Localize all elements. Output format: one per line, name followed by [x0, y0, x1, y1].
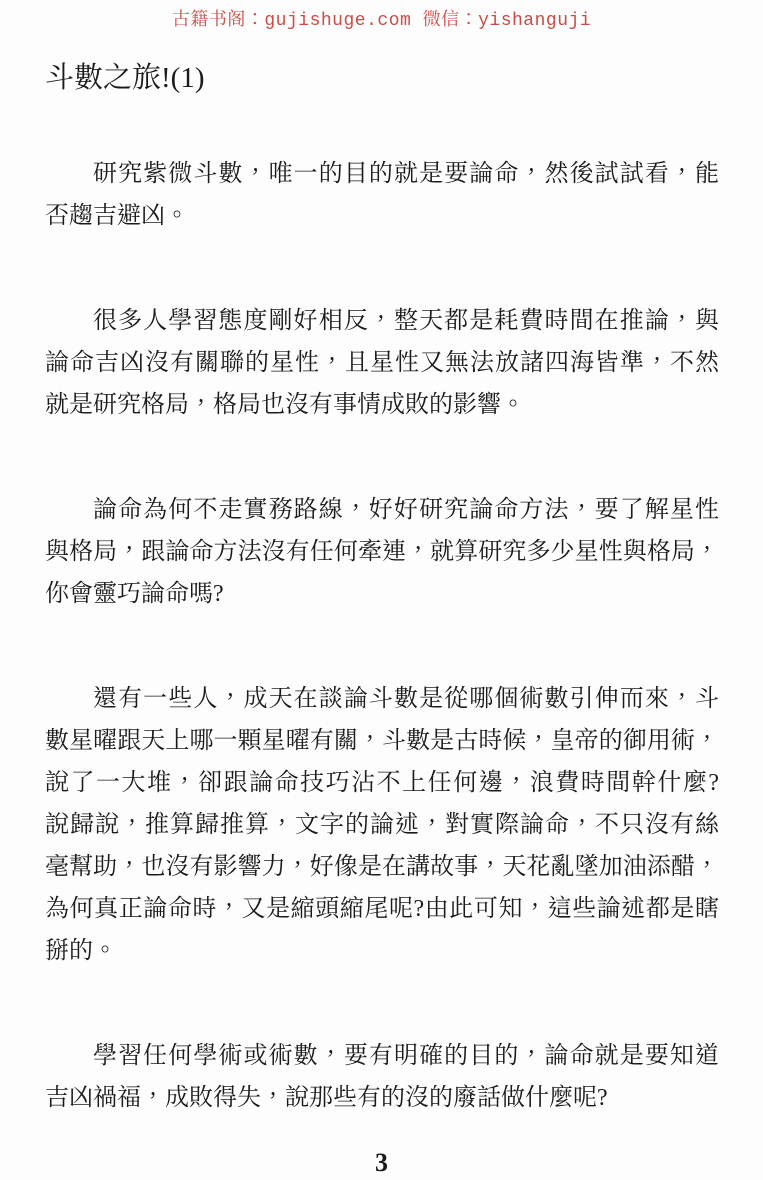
- watermark-header: 古籍书阁：gujishuge.com 微信：yishanguji: [171, 11, 592, 31]
- text-line: 你會靈巧論命嗎?: [45, 581, 224, 607]
- paragraph: [45, 678, 719, 972]
- paragraph: [45, 1035, 719, 1119]
- paragraph: [45, 489, 719, 615]
- text-line: 與格局，跟論命方法沒有任何牽連，就算研究多少星性與格局，: [45, 539, 719, 565]
- text-line: 學習任何學術或術數，要有明確的目的，論命就是要知道: [93, 1043, 719, 1069]
- text-line: 說歸說，推算歸推算，文字的論述，對實際論命，不只沒有絲: [45, 812, 719, 838]
- text-line: 否趨吉避凶。: [45, 203, 189, 229]
- text-line: 為何真正論命時，又是縮頭縮尾呢?由此可知，這些論述都是瞎: [45, 896, 719, 922]
- page-number: 3: [375, 1148, 388, 1177]
- text-line: 毫幫助，也沒有影響力，好像是在講故事，天花亂墜加油添醋，: [45, 854, 719, 880]
- text-line: 就是研究格局，格局也沒有事情成敗的影響。: [45, 392, 525, 418]
- text-line: 研究紫微斗數，唯一的目的就是要論命，然後試試看，能: [93, 161, 719, 187]
- text-line: 數星曜跟天上哪一顆星曜有關，斗數是古時候，皇帝的御用術，: [45, 728, 719, 754]
- text-line: 還有一些人，成天在談論斗數是從哪個術數引伸而來，斗: [93, 686, 719, 712]
- text-line: 吉凶禍福，成敗得失，說那些有的沒的廢話做什麼呢?: [45, 1085, 608, 1111]
- paragraph: [45, 300, 719, 426]
- text-line: 掰的。: [45, 938, 117, 964]
- document-body: [45, 153, 719, 1119]
- text-line: 很多人學習態度剛好相反，整天都是耗費時間在推論，與: [93, 308, 719, 334]
- text-line: 論命吉凶沒有關聯的星性，且星性又無法放諸四海皆準，不然: [45, 350, 719, 376]
- paragraph: [45, 153, 719, 237]
- page-title: 斗數之旅!(1): [45, 62, 205, 94]
- text-line: 說了一大堆，卻跟論命技巧沾不上任何邊，浪費時間幹什麼?: [45, 770, 719, 796]
- text-line: 論命為何不走實務路線，好好研究論命方法，要了解星性: [93, 497, 719, 523]
